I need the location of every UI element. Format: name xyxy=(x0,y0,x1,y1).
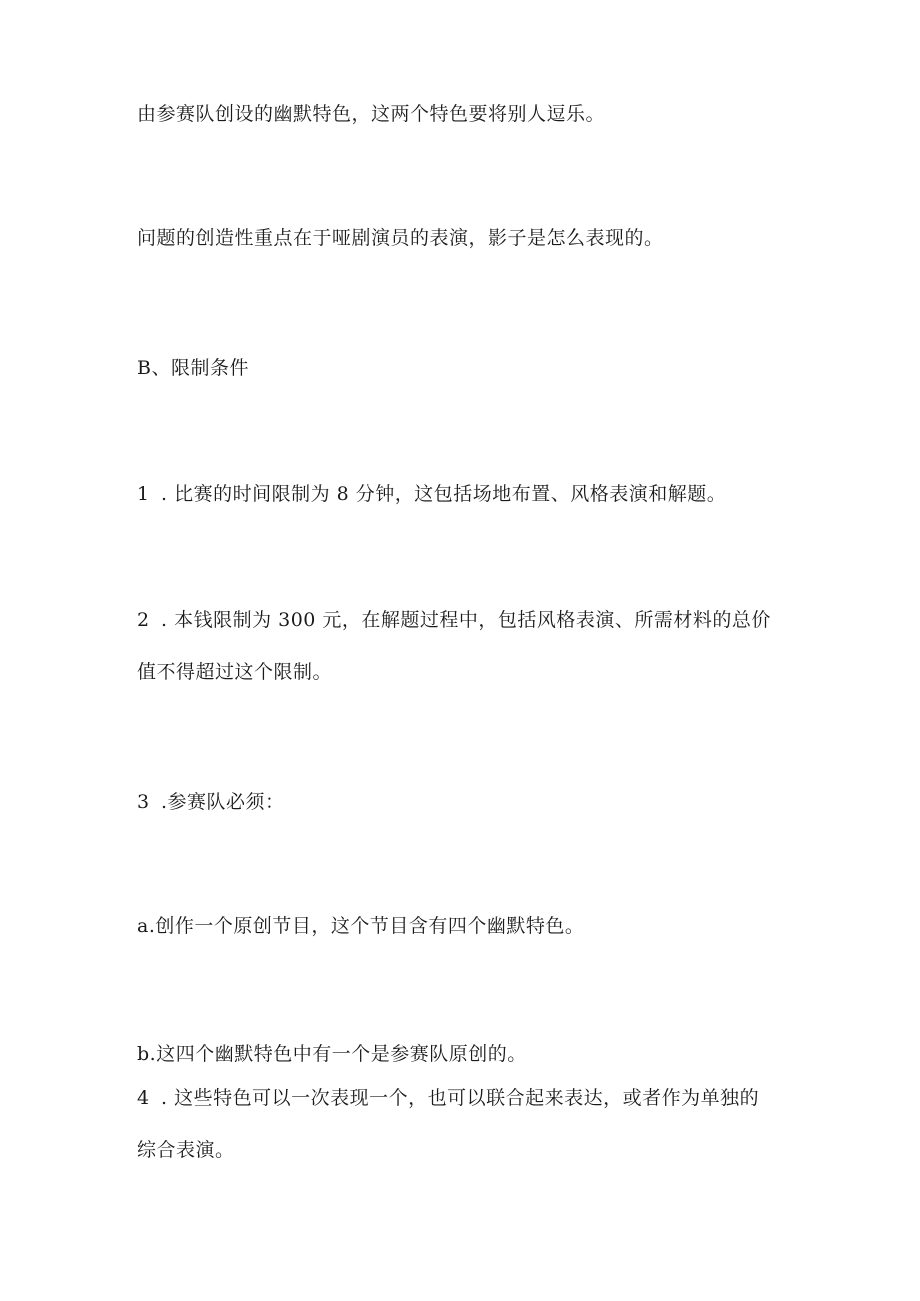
sub-item-b xyxy=(137,1042,527,1066)
list-item-text: .参赛队必须： xyxy=(161,791,285,813)
list-item-text: . 比赛的时间限制为 8 分钟，这包括场地布置、风格表演和解题。 xyxy=(161,483,727,505)
list-item-text: 综合表演。 xyxy=(137,1139,235,1161)
sub-item-text: b.这四个幽默特色中有一个是参赛队原创的。 xyxy=(137,1043,527,1065)
list-item-4-continuation xyxy=(137,1138,235,1162)
list-item-text: 值不得超过这个限制。 xyxy=(137,661,333,683)
sub-item-a xyxy=(137,914,584,938)
list-item-2-continuation xyxy=(137,660,332,684)
list-number: 2 xyxy=(137,609,150,631)
list-item-4-features xyxy=(137,1086,759,1110)
list-item-1-time-limit xyxy=(137,482,726,506)
paragraph-text: 由参赛队创设的幽默特色，这两个特色要将别人逗乐。 xyxy=(137,103,606,125)
list-item-3-team-must xyxy=(137,790,285,814)
section-heading-constraints xyxy=(137,356,249,380)
sub-item-text: a.创作一个原创节目，这个节目含有四个幽默特色。 xyxy=(137,915,585,937)
list-item-text: . 本钱限制为 300 元，在解题过程中，包括风格表演、所需材料的总价 xyxy=(161,609,771,631)
list-number: 4 xyxy=(137,1087,150,1109)
list-number: 3 xyxy=(137,791,150,813)
heading-text: B、限制条件 xyxy=(137,357,249,379)
paragraph-humor-features xyxy=(137,102,605,126)
paragraph-text: 问题的创造性重点在于哑剧演员的表演，影子是怎么表现的。 xyxy=(137,227,664,249)
list-number: 1 xyxy=(137,483,150,505)
paragraph-creativity-focus xyxy=(137,226,664,250)
list-item-2-budget-limit xyxy=(137,608,771,632)
list-item-text: . 这些特色可以一次表现一个，也可以联合起来表达，或者作为单独的 xyxy=(161,1087,760,1109)
